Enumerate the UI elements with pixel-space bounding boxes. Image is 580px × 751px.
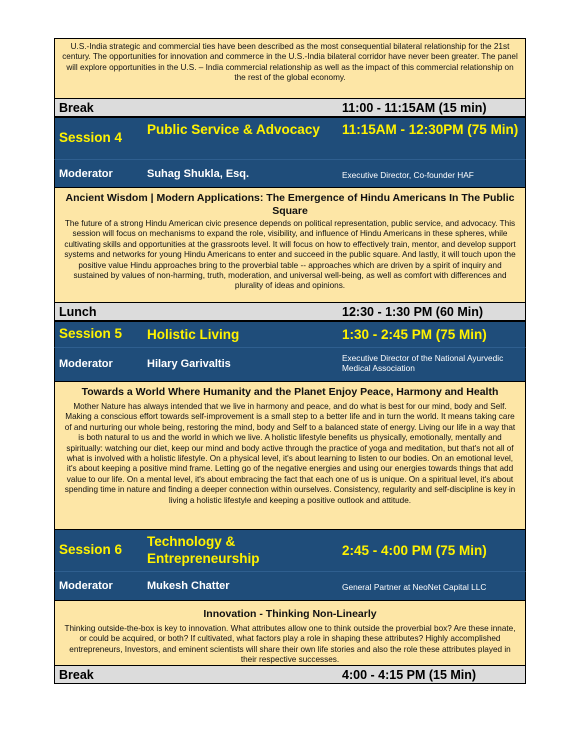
moderator-name: Mukesh Chatter (147, 580, 230, 592)
moderator-label: Moderator (59, 358, 113, 370)
moderator-label: Moderator (59, 168, 113, 180)
session-number: Session 6 (59, 542, 123, 557)
session-4-topic-title: Ancient Wisdom | Modern Applications: The Emergence of Hindu Americans In The Public Square (65, 192, 515, 217)
session-time: 11:15AM - 12:30PM (75 Min) (342, 122, 519, 137)
session-6-moderator-row (54, 571, 526, 600)
session-time: 1:30 - 2:45 PM (75 Min) (342, 327, 487, 342)
moderator-name: Suhag Shukla, Esq. (147, 168, 250, 180)
session-4-header (54, 117, 526, 159)
moderator-label: Moderator (59, 580, 113, 592)
session-time: 2:45 - 4:00 PM (75 Min) (342, 543, 487, 558)
session-title: Public Service & Advocacy (147, 122, 320, 137)
break-label: Break (59, 668, 94, 682)
session-title: Holistic Living (147, 327, 240, 342)
session-5-header (54, 321, 526, 347)
session-5-description (54, 381, 526, 529)
break-row (54, 98, 526, 117)
agenda-page (54, 38, 526, 684)
lunch-label: Lunch (59, 305, 97, 319)
session-6-topic-title: Innovation - Thinking Non-Linearly (203, 608, 377, 620)
intro-text: U.S.-India strategic and commercial ties have been described as the most consequential bilateral relationship for the 21st century. The opportunities for innovation and commerce in the U.S.-India bilateral corridor have never been greater. The panel will explore opportunities in the U.S. – India commercial relationship as well as the impact of this commercial relationship on the rest of the global economy. (62, 42, 518, 83)
session-title: Technology & Entrepreneurship (147, 534, 260, 566)
session-4-moderator-row (54, 159, 526, 187)
moderator-role: Executive Director of the National Ayurvedic Medical Association (342, 353, 504, 373)
session-5-topic-title: Towards a World Where Humanity and the Planet Enjoy Peace, Harmony and Health (81, 386, 499, 398)
session-6-topic-text: Thinking outside-the-box is key to innovation. What attributes allow one to think outside the proverbial box? Are these innate, or could be acquired, or both? If cultivated, what factors play a role in shaping these attributes? Highly accomplished entrepreneurs, Investors, and eminent scientists will share their own life stories and also the role these attributes played in their respective successes. (64, 624, 516, 665)
session-4-topic-text: The future of a strong Hindu American civic presence depends on political representation, public service, and advocacy. This session will focus on mechanisms to expand the role, visibility, and influence of Hindu Americans in these spheres, while cultivating skills and opportunities at the grassroots level. It will focus on how to effectively train, mentor, and develop support systems and networks for young Hindu Americans to enter and succeed in the public square. And lastly, it will touch upon the positive value Hindu approaches bring to the proverbial table -- approaches which are driven by a spirit of inquiry and sustained by values of non-harming, truth, moderation, and universal well-being, as well as comfort with differences and plurality of ideas and opinions. (64, 219, 516, 291)
moderator-role: General Partner at NeoNet Capital LLC (342, 582, 487, 592)
session-number: Session 5 (59, 326, 123, 341)
break-time: 4:00 - 4:15 PM (15 Min) (342, 668, 477, 682)
session-5-moderator-row (54, 347, 526, 381)
break-row-2 (54, 665, 526, 684)
session-number: Session 4 (59, 130, 123, 145)
lunch-row (54, 302, 526, 321)
intro-description (54, 38, 526, 98)
session-6-description (54, 600, 526, 665)
session-5-topic-text: Mother Nature has always intended that we live in harmony and peace, and do what is best for our mind, body and Self. Making a conscious effort towards self-improvement is a small step to a better life and in turn the world. It means taking care of and nurturing our whole being, restoring the mind, body and Self to a balanced state of energy. Living our life in a way that is both natural to us and the world in which we live. A holistic lifestyle benefits us physically, emotionally, mentally and spiritually: watching our diet, keep our mind and body active through the practice of yoga and meditation, but that's not all of what is involved with a holistic lifestyle. On a physical level, it's about learning to listen to our bodies. On an emotional level, it's about keeping a positive mind frame. Letting go of the negative energies and using our energies towards things that add value to our life. On a mental level, it's about embracing the fact that each one of us is unique. On a spiritual level, it's about spending time in nature and finding a deeper connection within ourselves. Consistency, regularity and self-discipline is key in living a holistic lifestyle and keeping a positive outlook and attitude. (64, 402, 516, 505)
moderator-name: Hilary Garivaltis (147, 358, 231, 370)
session-6-header (54, 529, 526, 571)
moderator-role: Executive Director, Co-founder HAF (342, 170, 474, 180)
lunch-time: 12:30 - 1:30 PM (60 Min) (342, 305, 484, 319)
break-time: 11:00 - 11:15AM (15 min) (342, 101, 487, 115)
break-label: Break (59, 101, 94, 115)
session-4-description (54, 187, 526, 302)
